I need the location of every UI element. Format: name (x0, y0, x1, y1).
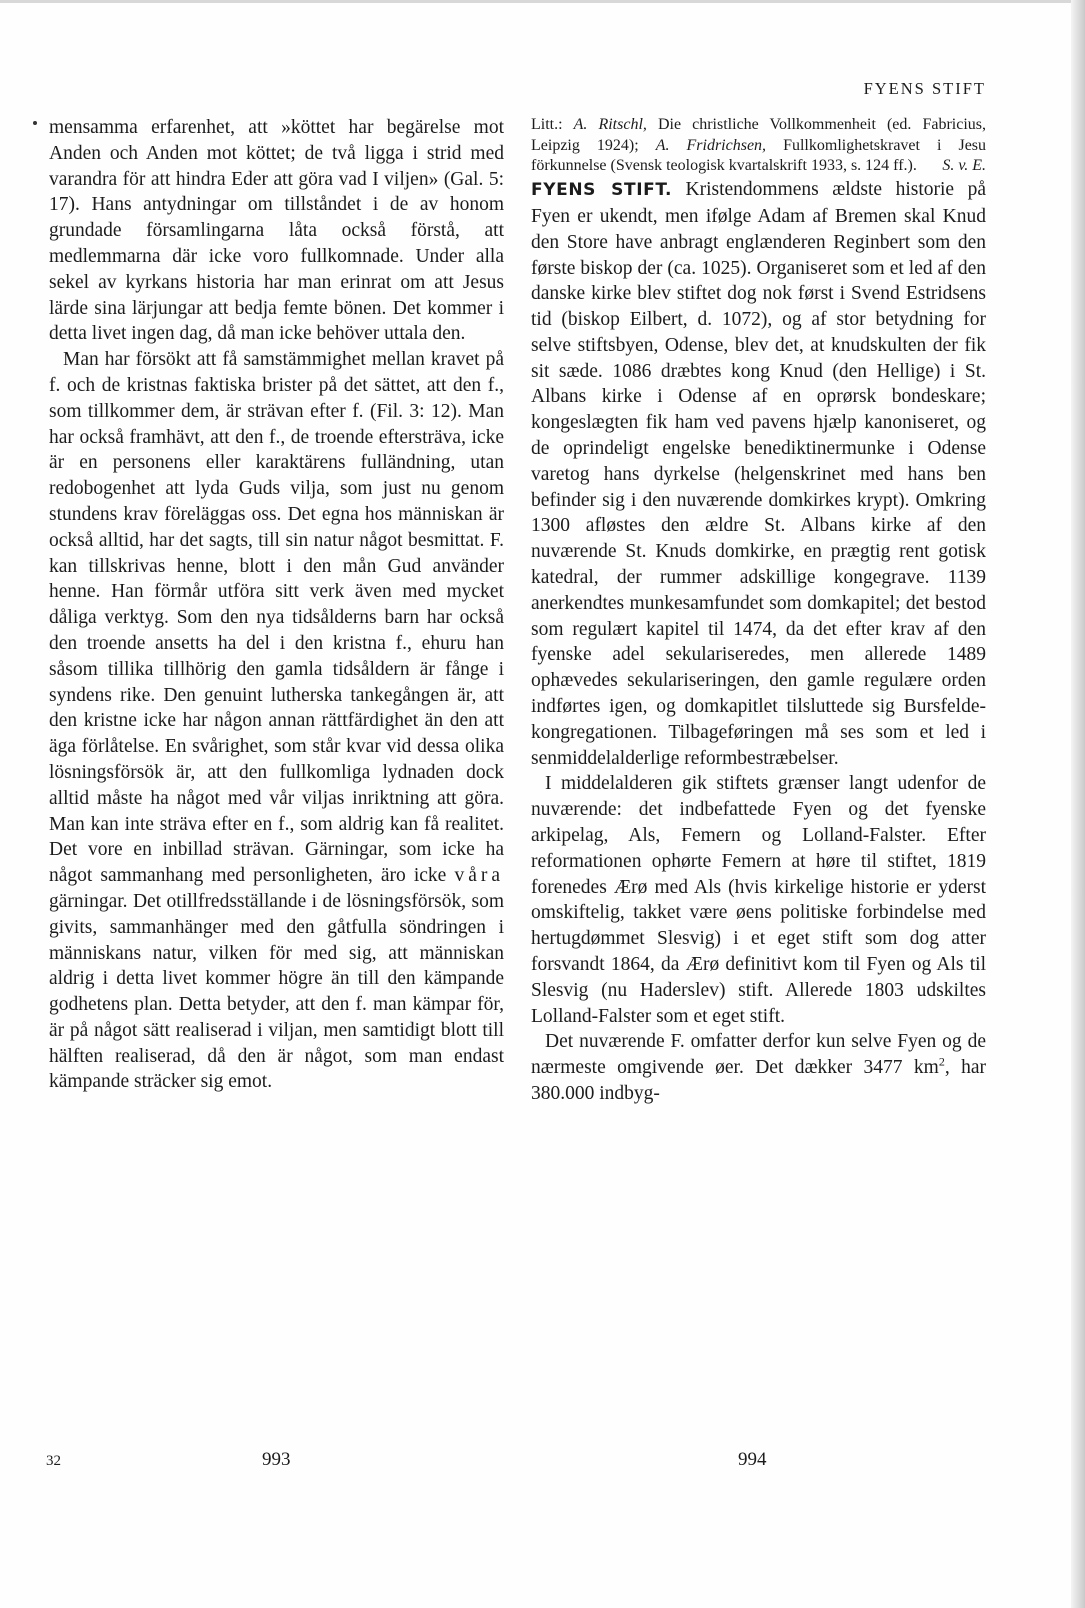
entry-headword: FYENS STIFT. (531, 180, 673, 201)
scan-edge-right (1071, 0, 1085, 1608)
left-paragraph-2: Man har försökt att få samstämmighet mellan kravet på f. och de kristnas faktiska brister på det sättet, att den f., som tillkommer dem, är strävan efter f. (Fil. 3: 12). Man har också framhävt, att den f., de troende eftersträva, icke är en personens eller karaktärens fulländning, utan redobogenhet att lyda Guds vilja, som just nu genom stundens krav föreläggas oss. Det egna hos människan är också alltid, har det sagts, till sin natur något besmittat. F. kan tillskrivas henne, blott i den mån Gud använder henne. Han förmår utföra sitt verk även med mycket dåliga verktyg. Som den nya tidsålderns barn har också den troende ansetts ha del i den kristna f., ehuru han såsom tillika tillhörig den gamla tidsåldern är fånge i syndens rike. Den genuint lutherska tankegången är, att den kristne icke har någon annan rättfärdighet än den att äga förlåtelse. En svårighet, som står kvar vid dessa olika lösningsförsök är, att den fullkomliga lydnaden dock alltid måste ha något med vår viljas inriktning att göra. Man kan inte sträva efter en f., som aldrig kan få realitet. Det vore en inbillad strävan. Gärningar, som icke ha något sammanhang med personligheten, äro icke våra gärningar. Det otillfredsställande i de lösningsförsök, som givits, sammanhänger med den gåtfulla söndringen i människans natur, vilken för med sig, att människan aldrig i detta livet kommer högre än till den kämpande godhetens plan. Detta betyder, att den f. man kämpar för, är på något sätt realiserad i viljan, men samtidigt blott till hälften realiserad, då den är något, som man endast kämpande sträcker sig emot. (49, 349, 505, 1093)
entry-paragraph-1: FYENS STIFT. Kristendommens ældste historie på Fyen er ukendt, men ifølge Adam af Bremen skal Knud den Store have anbragt englænderen Reginbert som den første biskop der (ca. 1025). Organiseret som et led af den danske kirke blev stiftet dog nok først i Svend Estridsens tid (biskop Eilbert, d. 1072), og af stor betydning for selve stiftsbyen, Odense, blev det, at knudskulten der fik sit sæde. 1086 dræbtes kong Knud (den Hellige) i St. Albans kirke i Odense af en oprørsk bondeskare; kongeslægten fik ham ved pavens hjælp kanoniseret, og de oprindeligt engelske benediktinermunke i Odense varetog hans dyrkelse (helgenskrinet med hans ben befinder sig i den nuværende domkirkes krypt). Omkring 1300 afløstes den ældre St. Albans kirke af den nuværende St. Knuds domkirke, en prægtig rent gotisk katedral, der rummer adskillige kongegrave. 1139 anerkendtes munkesamfundet som domkapitel; det bestod som regulært kapitel til 1474, da det efter krav af den fyenske adel sekulariseredes, men allerede 1489 ophævedes sekulariseringen, den gamle regulære orden indførtes igen, og domkapitlet tilsluttede sig Bursfelde-kongregationen. Tilbageføringen må ses som et led i senmiddelalderlige reformbestræbelser. (531, 179, 986, 769)
left-column (49, 115, 504, 1095)
entry-paragraph-3: Det nuværende F. omfatter derfor kun selve Fyen og de nærmeste omgivende øer. Det dækker 3477 $km^2$, har 380.000 indbyg- (531, 1031, 986, 1104)
left-paragraph-1: mensamma erfarenhet, att »köttet har begärelse mot Anden och Anden mot köttet; de två ligga i strid med varandra för att hindra Eder att göra vad I viljen» (Gal. 5: 17). Hans antydningar om tillståndet i de av honom grundade församlingarna låta också förstå, att medlemmarna där icke voro fullkomnade. Under alla sekel av kyrkans historia har man erinrat om att Jesus lärde sina lärjungar att bedja femte bönen. Det kommer i detta livet ingen dag, då man icke behöver uttala den. (49, 117, 504, 345)
spaced-emphasis: våra (454, 865, 505, 887)
page-number-right: 994 (738, 1449, 767, 1470)
margin-mark (33, 121, 37, 125)
literature-references: Litt.: A. Ritschl, Die christliche Vollkommenheit (ed. Fabricius, Leipzig 1924); A. Fridrichsen, Fullkomlighetskravet i Jesu förkunnelse (Svensk teologisk kvartalskrift 1933, s. 124 ff.). S. v. E. (531, 115, 986, 177)
printer-signature: 32 (46, 1453, 61, 1469)
page-number-left: 993 (262, 1449, 291, 1470)
author-signature: S. v. E. (942, 157, 986, 175)
right-column (531, 115, 986, 1107)
running-head: FYENS STIFT (863, 79, 986, 98)
scan-edge-top (0, 0, 1085, 3)
entry-paragraph-2: I middelalderen gik stiftets grænser langt udenfor de nuværende: det indbefattede Fyen og det fyenske arkipelag, Als, Femern og Lolland-Falster. Efter reformationen ophørte Femern at høre til stiftet, 1819 forenedes Ærø med Als (hvis kirkelige historie er yderst omskiftelig, takket være øens politiske forbindelse med hertugdømmet Slesvig) i et eget stift som dog atter forsvandt 1864, da Ærø definitivt kom til Fyen og Als til Slesvig (nu Haderslev) stift. Allerede 1803 udskiltes Lolland-Falster som et eget stift. (531, 773, 986, 1027)
